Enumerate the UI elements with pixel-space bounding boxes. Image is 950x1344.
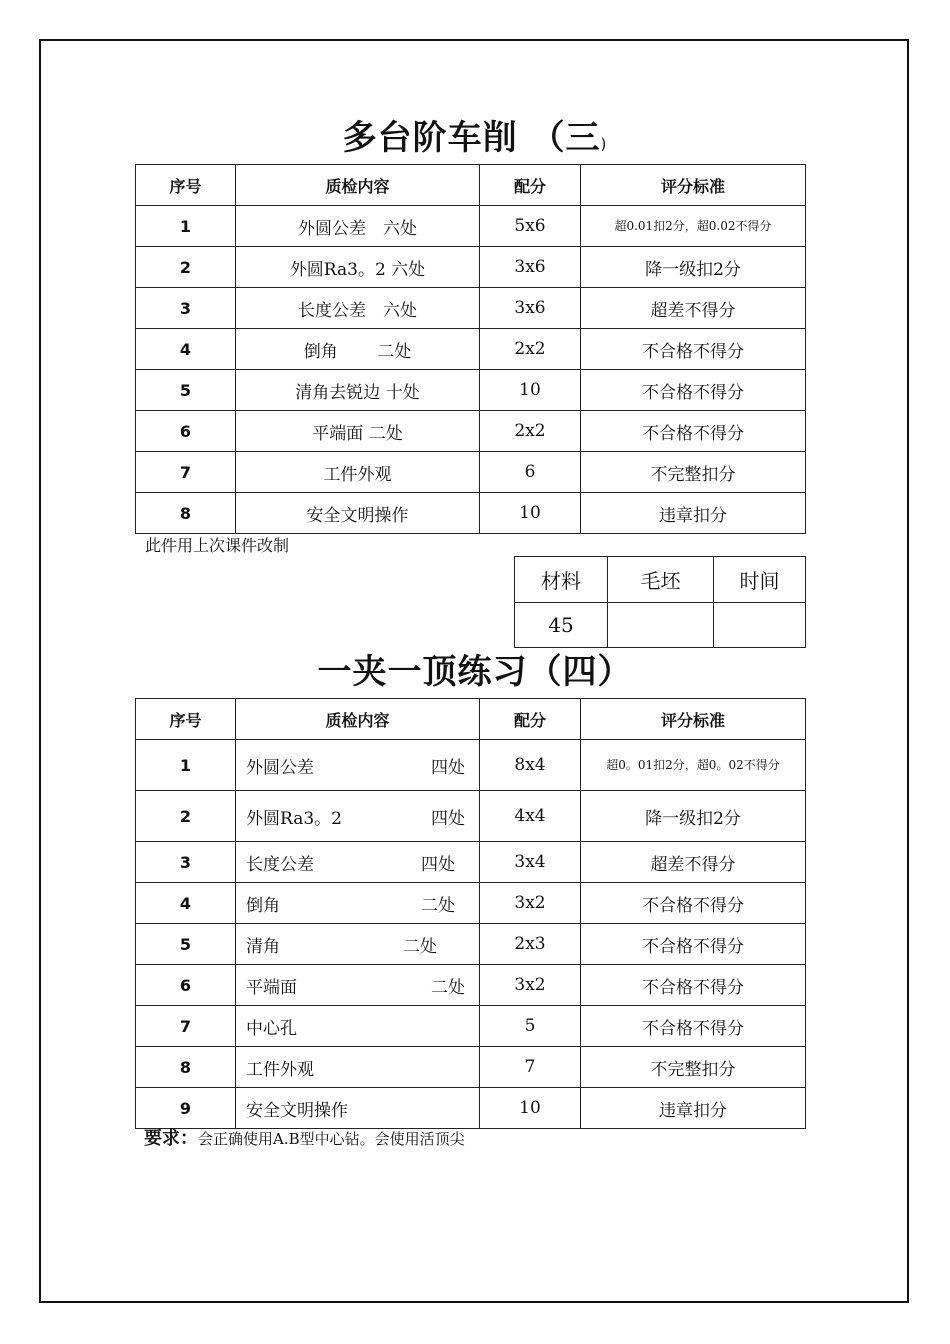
row-score: 10 bbox=[480, 1088, 581, 1129]
row-criteria: 不合格不得分 bbox=[581, 370, 806, 411]
row-no: 4 bbox=[136, 883, 236, 924]
row-content-item: 外圆Ra3。2 bbox=[246, 808, 342, 829]
row-score: 3x6 bbox=[480, 288, 581, 329]
row-score: 2x2 bbox=[480, 411, 581, 452]
row-score: 2x3 bbox=[480, 924, 581, 965]
materials-header-time: 时间 bbox=[714, 557, 806, 603]
row-content-item: 外圆公差 bbox=[246, 757, 314, 778]
row-no: 2 bbox=[136, 791, 236, 842]
row-criteria: 不合格不得分 bbox=[581, 1006, 806, 1047]
requirement bbox=[144, 1124, 465, 1150]
row-no: 3 bbox=[136, 842, 236, 883]
row-criteria: 降一级扣2分 bbox=[581, 791, 806, 842]
table2 bbox=[135, 698, 806, 1129]
row-no: 5 bbox=[136, 924, 236, 965]
row-content: 工件外观 bbox=[236, 452, 480, 493]
header-no: 序号 bbox=[136, 699, 236, 740]
table2-title: 一夹一顶练习（四） bbox=[317, 652, 633, 692]
row-score: 7 bbox=[480, 1047, 581, 1088]
row-score: 10 bbox=[480, 493, 581, 534]
materials-header-material: 材料 bbox=[515, 557, 608, 603]
row-content bbox=[236, 1047, 480, 1088]
row-content bbox=[236, 883, 480, 924]
table-row bbox=[136, 1047, 806, 1088]
row-criteria: 违章扣分 bbox=[581, 493, 806, 534]
row-content-item: 清角 bbox=[246, 936, 280, 957]
row-score: 3x2 bbox=[480, 965, 581, 1006]
row-content: 平端面 二处 bbox=[236, 411, 480, 452]
table-row bbox=[136, 247, 806, 288]
table1-header-row bbox=[136, 165, 806, 206]
row-no: 7 bbox=[136, 452, 236, 493]
row-no: 8 bbox=[136, 1047, 236, 1088]
row-content: 外圆公差 六处 bbox=[236, 206, 480, 247]
row-criteria: 超差不得分 bbox=[581, 288, 806, 329]
materials-header-blank: 毛坯 bbox=[608, 557, 714, 603]
table-row bbox=[136, 883, 806, 924]
row-criteria: 降一级扣2分 bbox=[581, 247, 806, 288]
row-score: 10 bbox=[480, 370, 581, 411]
header-content: 质检内容 bbox=[236, 699, 480, 740]
table-row bbox=[136, 791, 806, 842]
row-criteria: 超0.01扣2分，超0.02不得分 bbox=[581, 206, 806, 247]
row-score: 5 bbox=[480, 1006, 581, 1047]
row-content-count: 四处 bbox=[431, 808, 465, 829]
header-no: 序号 bbox=[136, 165, 236, 206]
table-row bbox=[136, 493, 806, 534]
table-row bbox=[136, 924, 806, 965]
row-content bbox=[236, 1088, 480, 1129]
materials-value-blank bbox=[608, 603, 714, 648]
row-no: 5 bbox=[136, 370, 236, 411]
header-criteria: 评分标准 bbox=[581, 699, 806, 740]
header-content: 质检内容 bbox=[236, 165, 480, 206]
row-content-count: 四处 bbox=[421, 854, 455, 875]
row-content: 倒角 二处 bbox=[236, 329, 480, 370]
requirement-text: 会正确使用A.B型中心钻。会使用活顶尖 bbox=[198, 1130, 465, 1148]
row-criteria: 不完整扣分 bbox=[581, 452, 806, 493]
table1-title: 多台阶车削 （三) bbox=[342, 118, 608, 158]
row-criteria: 违章扣分 bbox=[581, 1088, 806, 1129]
row-no: 1 bbox=[136, 740, 236, 791]
table-row bbox=[136, 842, 806, 883]
note-text: 此件用上次课件改制 bbox=[145, 536, 290, 555]
row-content-item: 长度公差 bbox=[246, 854, 314, 875]
row-content bbox=[236, 740, 480, 791]
row-no: 4 bbox=[136, 329, 236, 370]
table-row bbox=[136, 1088, 806, 1129]
row-score: 2x2 bbox=[480, 329, 581, 370]
row-no: 7 bbox=[136, 1006, 236, 1047]
row-no: 3 bbox=[136, 288, 236, 329]
row-content bbox=[236, 842, 480, 883]
row-content-item: 工件外观 bbox=[246, 1059, 314, 1080]
table-row bbox=[136, 1006, 806, 1047]
row-score: 6 bbox=[480, 452, 581, 493]
row-content-count: 二处 bbox=[421, 895, 455, 916]
table-row bbox=[136, 740, 806, 791]
row-no: 6 bbox=[136, 965, 236, 1006]
row-content bbox=[236, 791, 480, 842]
row-content-item: 倒角 bbox=[246, 895, 280, 916]
row-no: 9 bbox=[136, 1088, 236, 1129]
row-criteria: 不合格不得分 bbox=[581, 883, 806, 924]
row-no: 2 bbox=[136, 247, 236, 288]
table1-title-tail: ) bbox=[600, 135, 608, 153]
row-criteria: 超0。01扣2分，超0。02不得分 bbox=[581, 740, 806, 791]
row-score: 4x4 bbox=[480, 791, 581, 842]
row-no: 1 bbox=[136, 206, 236, 247]
table2-header-row bbox=[136, 699, 806, 740]
row-score: 3x4 bbox=[480, 842, 581, 883]
row-no: 8 bbox=[136, 493, 236, 534]
row-content-item: 平端面 bbox=[246, 977, 297, 998]
row-content-count: 二处 bbox=[403, 936, 437, 957]
row-score: 3x6 bbox=[480, 247, 581, 288]
materials-table bbox=[514, 556, 806, 648]
row-criteria: 不合格不得分 bbox=[581, 924, 806, 965]
row-no: 6 bbox=[136, 411, 236, 452]
row-content bbox=[236, 924, 480, 965]
row-content-item: 中心孔 bbox=[246, 1018, 297, 1039]
row-score: 3x2 bbox=[480, 883, 581, 924]
row-content: 长度公差 六处 bbox=[236, 288, 480, 329]
row-content: 清角去锐边 十处 bbox=[236, 370, 480, 411]
row-content bbox=[236, 1006, 480, 1047]
row-criteria: 不合格不得分 bbox=[581, 965, 806, 1006]
table-row bbox=[136, 965, 806, 1006]
table-row bbox=[136, 206, 806, 247]
row-content: 外圆Ra3。2 六处 bbox=[236, 247, 480, 288]
table-row bbox=[136, 329, 806, 370]
requirement-label: 要求： bbox=[144, 1128, 198, 1149]
row-criteria: 不合格不得分 bbox=[581, 329, 806, 370]
row-content bbox=[236, 965, 480, 1006]
row-criteria: 超差不得分 bbox=[581, 842, 806, 883]
row-criteria: 不合格不得分 bbox=[581, 411, 806, 452]
table-row bbox=[136, 370, 806, 411]
table-row bbox=[136, 288, 806, 329]
materials-value-material: 45 bbox=[515, 603, 608, 648]
row-criteria: 不完整扣分 bbox=[581, 1047, 806, 1088]
header-criteria: 评分标准 bbox=[581, 165, 806, 206]
row-content: 安全文明操作 bbox=[236, 493, 480, 534]
table-row bbox=[136, 411, 806, 452]
materials-value-time bbox=[714, 603, 806, 648]
row-content-count: 二处 bbox=[431, 977, 465, 998]
row-content-item: 安全文明操作 bbox=[246, 1100, 348, 1121]
row-score: 8x4 bbox=[480, 740, 581, 791]
table-row bbox=[136, 452, 806, 493]
row-content-count: 四处 bbox=[431, 757, 465, 778]
header-score: 配分 bbox=[480, 165, 581, 206]
header-score: 配分 bbox=[480, 699, 581, 740]
table1 bbox=[135, 164, 806, 534]
row-score: 5x6 bbox=[480, 206, 581, 247]
